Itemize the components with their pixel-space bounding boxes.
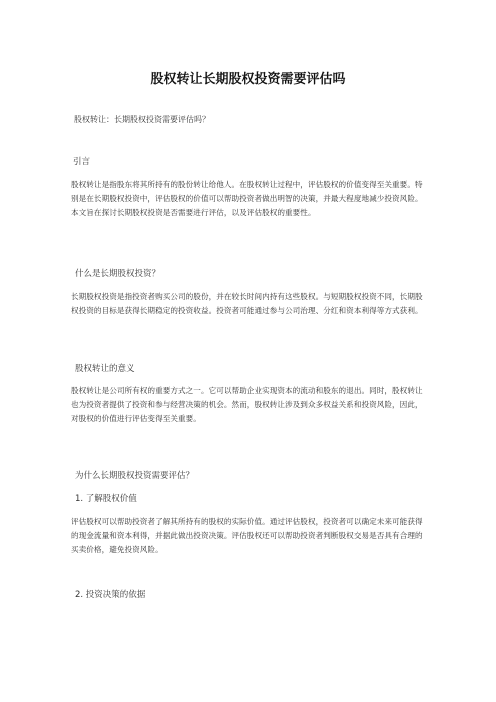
section-body-what-is: 长期股权投资是指投资者购买公司的股份，并在较长时间内持有这些股权。与短期股权投资不同，长期股权投资的目标是获得长期稳定的投资收益。投资者可能通过参与公司治理、分红和资本利得等方式获利。 xyxy=(71,292,423,316)
section-body-significance: 股权转让是公司所有权的重要方式之一。它可以帮助企业实现资本的流动和股东的退出。同时，股权转让也为投资者提供了投资和参与经营决策的机会。然而，股权转让涉及到众多权益关系和投资风险，因此，对股权的价值进行评估变得至关重要。 xyxy=(71,386,423,424)
sub-item-label-understand-value: 1. 了解股权价值 xyxy=(75,494,137,504)
sub-item-label-decision-basis: 2. 投资决策的依据 xyxy=(75,590,146,600)
document-title: 股权转让长期股权投资需要评估吗 xyxy=(150,72,346,87)
section-heading-what-is: 什么是长期股权投资？ xyxy=(75,269,161,279)
section-heading-why-evaluate: 为什么长期股权投资需要评估？ xyxy=(75,471,195,481)
sub-item-body-understand-value: 评估股权可以帮助投资者了解其所持有的股权的实际价值。通过评估股权，投资者可以确定未来可能获得的现金流量和资本利得，并据此做出投资决策。评估股权还可以帮助投资者判断股权交易是否具有合理的买卖价格，避免投资风险。 xyxy=(71,517,423,555)
section-body-intro: 股权转让是指股东将其所持有的股份转让给他人。在股权转让过程中，评估股权的价值变得至关重要。特别是在长期股权投资中，评估股权的价值可以帮助投资者做出明智的决策，并最大程度地减少投资风险。本文旨在探讨长期股权投资是否需要进行评估，以及评估股权的重要性。 xyxy=(71,180,423,218)
section-heading-intro: 引言 xyxy=(73,157,91,167)
document-subtitle: 股权转让：长期股权投资需要评估吗？ xyxy=(74,115,210,124)
section-heading-significance: 股权转让的意义 xyxy=(75,364,135,374)
